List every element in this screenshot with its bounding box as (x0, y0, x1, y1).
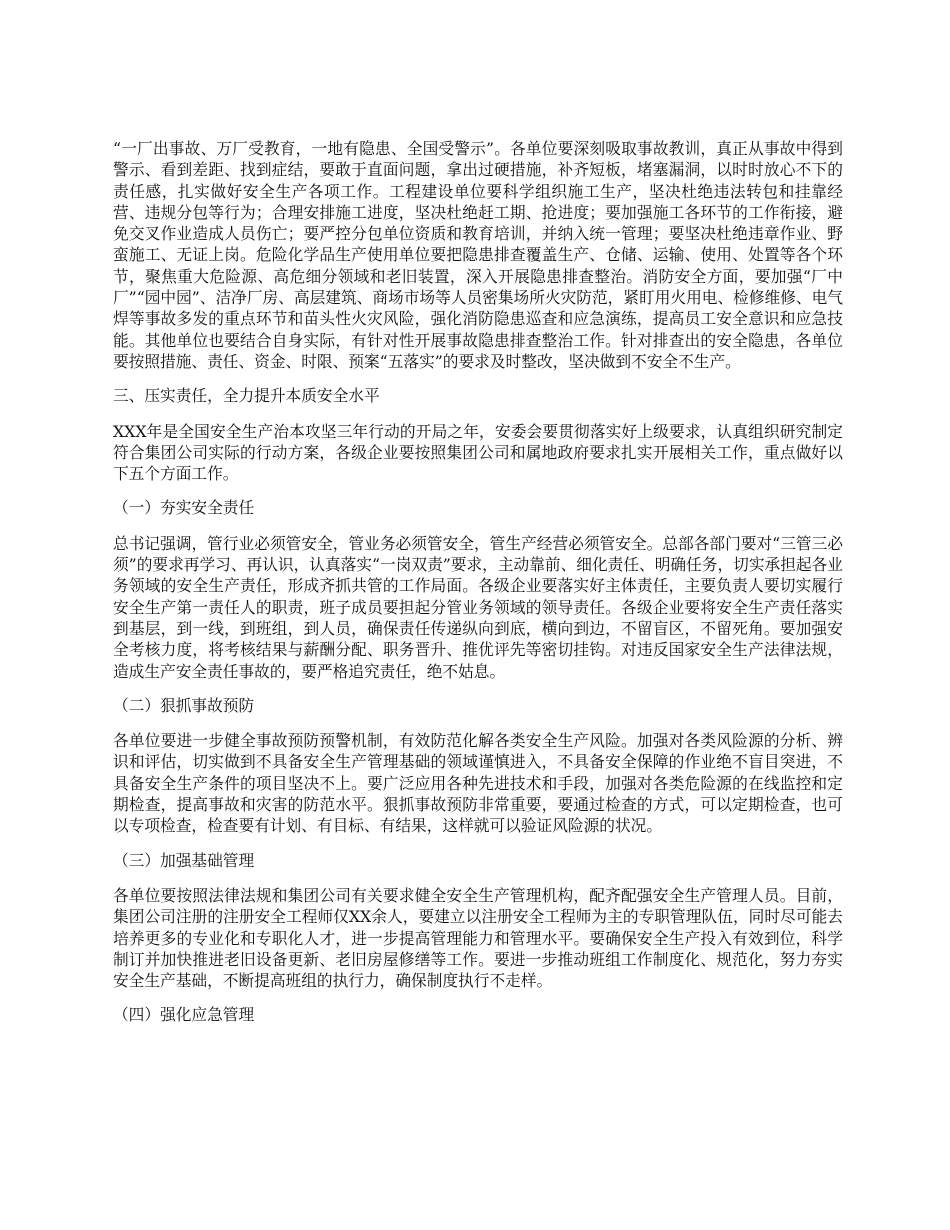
section-3-heading: 三、压实责任，全力提升本质安全水平 (113, 386, 380, 406)
subsection-3-paragraph: 各单位要按照法律法规和集团公司有关要求健全安全生产管理机构，配齐配强安全生产管理人员。目前，集团公司注册的注册安全工程师仅XX余人，要建立以注册安全工程师为主的专职管理队伍，同时尽可能去培养更多的专业化和专职化人才，进一步提高管理能力和管理水平。要确保安全生产投入有效到位，科学制订并加快推进老旧设备更新、老旧房屋修缮等工作。要进一步推动班组工作制度化、规范化，努力夯实安全生产基础，不断提高班组的执行力，确保制度执行不走样。 (113, 885, 843, 991)
subsection-2-heading: （二）狠抓事故预防 (113, 695, 255, 715)
subsection-1-paragraph: 总书记强调，管行业必须管安全，管业务必须管安全，管生产经营必须管安全。总部各部门要对“三管三必须”的要求再学习、再认识，认真落实“一岗双责”要求，主动靠前、细化责任、明确任务，切实承担起各业务领域的安全生产责任，形成齐抓共管的工作局面。各级企业要落实好主体责任，主要负责人要切实履行安全生产第一责任人的职责，班子成员要担起分管业务领域的领导责任。各级企业要将安全生产责任落实到基层，到一线，到班组，到人员，确保责任传递纵向到底，横向到边，不留盲区，不留死角。要加强安全考核力度，将考核结果与薪酬分配、职务晋升、推优评先等密切挂钩。对违反国家安全生产法律法规，造成生产安全责任事故的，要严格追究责任，绝不姑息。 (113, 533, 843, 681)
subsection-1-heading: （一）夯实安全责任 (113, 498, 255, 518)
subsection-4-heading: （四）强化应急管理 (113, 1005, 255, 1025)
section-3-intro-paragraph: XXX年是全国安全生产治本攻坚三年行动的开局之年，安委会要贯彻落实好上级要求，认真组织研究制定符合集团公司实际的行动方案，各级企业要按照集团公司和属地政府要求扎实开展相关工作，重点做好以下五个方面工作。 (113, 421, 843, 484)
paragraph-intro: “一厂出事故、万厂受教育，一地有隐患、全国受警示”。各单位要深刻吸取事故教训，真正从事故中得到警示、看到差距、找到症结，要敢于直面问题，拿出过硬措施，补齐短板，堵塞漏洞，以时时放心不下的责任感，扎实做好安全生产各项工作。工程建设单位要科学组织施工生产，坚决杜绝违法转包和挂靠经营、违规分包等行为；合理安排施工进度，坚决杜绝赶工期、抢进度；要加强施工各环节的工作衔接，避免交叉作业造成人员伤亡；要严控分包单位资质和教育培训，并纳入统一管理；要坚决杜绝违章作业、野蛮施工、无证上岗。危险化学品生产使用单位要把隐患排查覆盖生产、仓储、运输、使用、处置等各个环节，聚焦重大危险源、高危细分领域和老旧装置，深入开展隐患排查整治。消防安全方面，要加强“厂中厂”“园中园”、洁净厂房、高层建筑、商场市场等人员密集场所火灾防范，紧盯用火用电、检修维修、电气焊等事故多发的重点环节和苗头性火灾风险，强化消防隐患巡查和应急演练，提高员工安全意识和应急技能。其他单位也要结合自身实际，有针对性开展事故隐患排查整治工作。针对排查出的安全隐患，各单位要按照措施、责任、资金、时限、预案“五落实”的要求及时整改，坚决做到不安全不生产。 (113, 139, 843, 371)
subsection-3-heading: （三）加强基础管理 (113, 850, 255, 870)
document-page (113, 138, 843, 1026)
subsection-2-paragraph: 各单位要进一步健全事故预防预警机制，有效防范化解各类安全生产风险。加强对各类风险源的分析、辨识和评估，切实做到不具备安全生产管理基础的领域谨慎进入，不具备安全保障的作业绝不盲目突进，不具备安全生产条件的项目坚决不上。要广泛应用各种先进技术和手段，加强对各类危险源的在线监控和定期检查，提高事故和灾害的防范水平。狠抓事故预防非常重要，要通过检查的方式，可以定期检查，也可以专项检查，检查要有计划、有目标、有结果，这样就可以验证风险源的状况。 (113, 731, 843, 836)
